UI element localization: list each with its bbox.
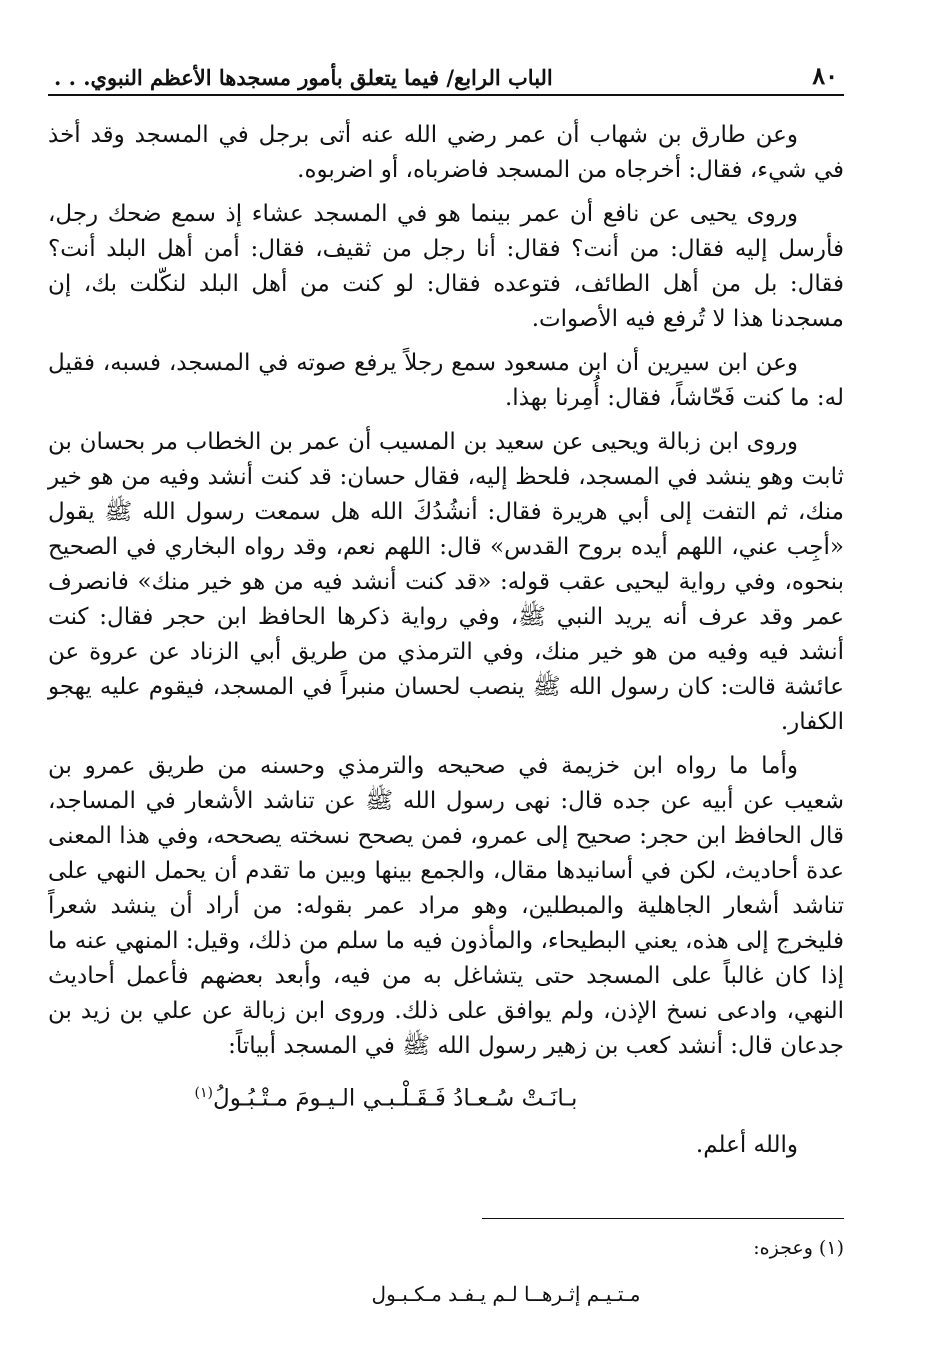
footnote-label: (١) وعجزه: [753, 1237, 844, 1259]
paragraph-1: وعن طارق بن شهاب أن عمر رضي الله عنه أتى برجل في المسجد وقد أخذ في شيء، فقال: أخرجاه من المسجد فاضرباه، أو اضربوه. [48, 122, 844, 183]
main-text [48, 118, 844, 1163]
paragraph-3: وعن ابن سيرين أن ابن مسعود سمع رجلاً يرفع صوته في المسجد، فسبه، فقيل له: ما كنت فَحّاشاً، فقال: أُمِرنا بهذا. [48, 350, 844, 411]
paragraph-5: وأما ما رواه ابن خزيمة في صحيحه والترمذي وحسنه من طريق عمرو بن شعيب عن أبيه عن جده قال: نهى رسول الله ﷺ عن تناشد الأشعار في المساجد، قال الحافظ ابن حجر: صحيح إلى عمرو، فمن يصحح نسخته يصححه، وفي هذا المعنى عدة أحاديث، لكن في أسانيدها مقال، والجمع بينها وبين ما تقدم أن يحمل النهي على تناشد أشعار الجاهلية والمبطلين، وهو مراد عمر بقوله: من أراد أن ينشد شعراً فليخرج إلى هذه، يعني البطيحاء، والمأذون فيه ما سلم من ذلك، وقيل: المنهي عنه ما إذا كان غالباً على المسجد حتى يتشاغل به من فيه، وأبعد بعضهم فأعمل أحاديث النهي، وادعى نسخ الإذن، ولم يوافق على ذلك. وروى ابن زبالة عن علي بن زيد بن جدعان قال: أنشد كعب بن زهير رسول الله ﷺ في المسجد أبياتاً: [48, 753, 844, 1059]
footnote-reference: (١) [194, 1085, 213, 1101]
verse-text: بـانَـتْ سُـعـادُ فَـقَـلْـبـي الـيـومَ مـتْـبُـولُ [213, 1085, 578, 1112]
page-header [48, 52, 844, 96]
closing-line: والله أعلم. [695, 1131, 798, 1158]
book-page [48, 52, 844, 1342]
footnote-verse: مـتـيـم إثـرهــا لـم يـفـد مـكـبـول [371, 1282, 641, 1306]
footnote [48, 1234, 844, 1328]
footnote-divider [482, 1218, 844, 1219]
running-title: الباب الرابع/ فيما يتعلق بأمور مسجدها الأعظم النبوي. . . [54, 65, 553, 90]
page-number: ٨٠ [812, 61, 838, 90]
paragraph-2: وروى يحيى عن نافع أن عمر بينما هو في المسجد عشاء إذ سمع ضحك رجل، فأرسل إليه فقال: من أنت؟ فقال: أنا رجل من ثقيف، فقال: أمن أهل البلد أنت؟ فقال: بل من أهل الطائف، فتوعده فقال: لو كنت من أهل البلد لنكّلت بك، إن مسجدنا هذا لا تُرفع فيه الأصوات. [48, 201, 844, 332]
paragraph-4: وروى ابن زبالة ويحيى عن سعيد بن المسيب أن عمر بن الخطاب مر بحسان بن ثابت وهو ينشد في المسجد، فلحظ إليه، فقال حسان: قد كنت أنشد وفيه من هو خير منك، ثم التفت إلى أبي هريرة فقال: أنشُدُكَ الله هل سمعت رسول الله ﷺ يقول «أجِب عني، اللهم أيده بروح القدس» قال: اللهم نعم، وقد رواه البخاري في الصحيح بنحوه، وفي رواية ليحيى عقب قوله: «قد كنت أنشد فيه من هو خير منك» فانصرف عمر وقد عرف أنه يريد النبي ﷺ، وفي رواية ذكرها الحافظ ابن حجر فقال: كنت أنشد فيه وفيه من هو خير منك، وفي الترمذي من طريق أبي الزناد عن عروة عن عائشة قالت: كان رسول الله ﷺ ينصب لحسان منبراً في المسجد، فيقوم عليه يهجو الكفار. [48, 429, 844, 735]
poetry-verse [48, 1073, 844, 1119]
